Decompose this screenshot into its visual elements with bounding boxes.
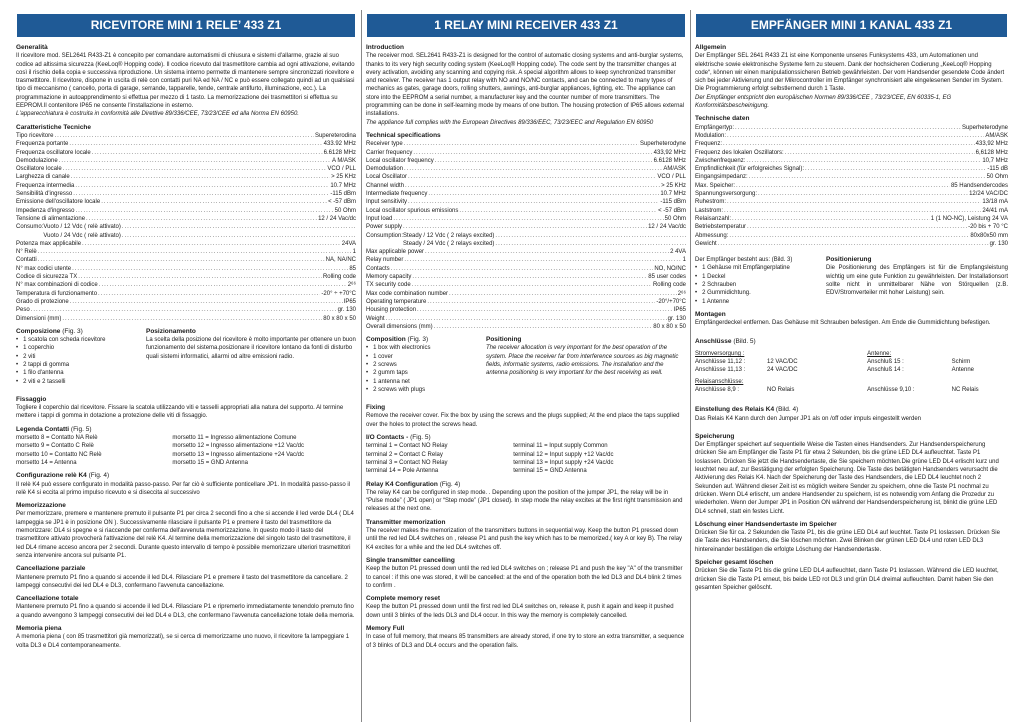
spec-row: Local Oscillator ..... VCO / PLL (366, 173, 686, 181)
specs-list-2 (16, 240, 356, 323)
italian-column: RICEVITORE MINI 1 RELE’ 433 Z1 Generalità Il ricevitore mod. SEL2641 R433-Z1 è concepito per comandare automatismi di chiusura e sistemi d'allarme, grazie al suo codice ad altissima sicurezza (KeeLoq® Hopping code). Il codice ricevuto dal trasmettitore cambia ad ogni attivazione, evitando così il rischio della copia e successiva riproduzione. Un sistema interno permette di mantenere sempre sincronizzati ricevitore e trasmettitore. Il ricevitore, dispone in uscita di relè con contatti puri NA ed NA / NC e può essere collegato quindi ad un qualsiasi tipo di meccanismo ( cancello, porta di garage, serrande, tapparelle, tende, centrale antifurto, illuminazione, ecc.). La programmazione in autoapprendimento si effettua per mezzo di 1 tasto. La memorizzazione dei trasmettitori si effettua su EEPROM.Il contenitore IP65 ne consente l'installazione in esterno. L'apparecchiatura è costruita in conformità alle Direttive 89/336/CEE, 73/23/CEE ed alla Norma EN 60950. Caratteristiche Tecniche Tipo ricevitore ..... Supereterodina Frequenza portante ..... 433.92 MHz Frequenza oscillatore locale ..... 6.6128 MHz Demodulazione ..... A M/ASK Oscillatore locale ..... VCO / PLL Larghezza di canale ..... > 25 KHz Frequenza intermedia ..... 10.7 MHz Sensibilità d'ingresso ..... -115 dBm Emissione dell'oscillatore locale ..... < -57 dBm Impedenza d'ingresso ..... 50 Ohm Tensione di alimentazione ..... 12 / 24 Vac/dc Consumo: Vuoto / 12 Vdc ( relè attivato) ..... Vuoto / 24 Vdc ( relè attivato) ..... Potenza max applicabile ..... 24VA N° Relè ..... 1 Contatti ..... NA, NA/NC N° max codici utente ..... 85 Codice di sicurezza TX ..... Rolling code N° max combinazioni di codice ..... 2⁶⁶ Temperatura di funzionamento ..... -20° ÷ +70°C Grado di protezione ..... IP65 Peso ..... gr. 130 Dimensioni (mm) ..... 80 x 80 x 50 Composizione (Fig. 3) • 1 scatola con scheda ricevitore • 1 coperchio • 2 viti • 2 tappi di gomma • 1 filo d'antenna • 2 viti e 2 tasselli Posizionamento La scelta della posizione del ricevitore è molto importante per ottenere un buon funzionamento del sistema.posizionare il ricevitore lontano da fonti di disturbo quali sistemi informatici, allarmi od altre emissioni radio. Fissaggio Togliere il coperchio dal ricevitore. Fissare la scatola utilizzando viti e tasselli appropriati alla natura del supporto. Al termine mettere i tappi di gomma in dotazione a protezione delle viti di fissaggio. Legenda Contatti (Fig. 5) morsetto 8 = Contatto NA Relè morsetto 11 = Ingresso alimentazione Comune morsetto 9 = Contatto C Relè morsetto 12 = Ingresso alimentazione +12 Vac/dc morsetto 10 = Contatto NC Relè morsetto 13 = Ingresso alimentazione +24 Vac/dc morsetto 14 = Antenna morsetto 15 = GND Antenna Configurazione relè K4 (Fig. 4) Il relè K4 può essere configurato in modalità passo-passo. Per far ciò è sufficiente ponticellare JP1. In modalità passo-passo il relè K4 si eccita al primo impulso ricevuto e si diseccita al successivo Memorizzazione Per memorizzare, premere e mantenere premuto il pulsante P1 per circa 2 secondi fino a che si accende il led verde DL4 ( DL4 lampeggia se JP1 è in posizione ON ). Successivamente rilasciare il pulsante P1 e premere il tasto del trasmettitore da memorizzare: DL4 si spegne e si riaccende per conferma dell'avvenuta memorizzazione. In questo modo il tasto del trasmettitore attivato provocherà l'attivazione del relè K4. Al termine della memorizzazione del singolo tasto del trasmettitore, il led DL4 rimane acceso ancora per 2 secondi. Durante questo intervallo di tempo è possibile memorizzare ulteriori trasmettitori senza intervenire ancora sul pulsante P1. Cancellazione parziale Mantenere premuto P1 fino a quando si accende il led DL4. Rilasciare P1 e premere il tasto del trasmettitore da cancellare. 2 lampeggi consecutivi dei led DL4 e DL3, confermano l'avvenuta cancellazione. Cancellazione totale Mantenere premuto P1 fino a quando si accende il led DL4. Rilasciare P1 e ripremerlo immediatamente tenendolo premuto fino a quando avvengono 3 lampeggi consecutivi dei led DL4 e DL3, che confermano l'avvenuta cancellazione totale della memoria. Memoria piena A memoria piena ( con 85 trasmettitori già memorizzati), se si cerca di memorizzarne uno nuovo, il ricevitore fa lampeggiare 1 volta DL3 e DL4 contemporaneamente. (16, 14, 356, 722)
spec-row: Operating temperature ..... -20°/+70°C (366, 298, 686, 306)
spec-row: Overall dimensions (mm) ..... 80 x 80 x 50 (366, 323, 686, 331)
generalita-heading: Generalità (16, 44, 48, 51)
list-item: terminal 3 = Contact NO Relay (366, 459, 448, 466)
list-item: • 2 viti e 2 tasselli (16, 378, 136, 386)
spec-row: Gewicht ..... gr. 130 (695, 240, 1008, 248)
list-item: • 1 coperchio (16, 344, 136, 352)
allgemein-heading: Allgemein (695, 44, 727, 51)
list-item: • 2 screws (366, 361, 476, 369)
spec-row: Zwischenfrequenz: ..... 10,7 MHz (695, 157, 1008, 165)
montagen-text: Empfängerdeckel entfernen. Das Gehäuse mit Schrauben befestigen. Am Ende die Gummidichtung befestigen. (695, 320, 991, 327)
spec-row: Frequenz des lokalen Oszillators: ..... 6,6128 MHz (695, 149, 1008, 157)
memoria-piena-heading: Memoria piena (16, 625, 62, 632)
german-column: EMPFÄNGER MINI 1 KANAL 433 Z1 Allgemein Der Empfänger SEL 2641 R433 Z1 ist eine Komponente unseres Funksystems 433, um Automationen und elektrische sowie elektronische Systeme fern zu steuern. Dank der hochsicheren Codierung „KeeLoq® Hopping code“, können wir einen manipulationssicheren Betrieb gewährleisten. Der vom Handsender gesendete Code ändert sich bei jeder Aktivierung und der Mikrocontroller im Empfänger synchronisiert alle eingelesenen Sender im System. Die Programmierung erfolgt selbstlernend durch 1 Taste. Der Empfänger entspricht den europäischen Normen 89/336/CEE , 73/23/CEE, EN 60335-1, EG Konformitätsbescheinigung. Technische daten Empfängertyp: ..... Superheterodyne Modulation: ..... AM/ASK Frequenz: ..... 433,92 MHz Frequenz des lokalen Oszillators: ..... 6,6128 MHz Zwischenfrequenz: ..... 10,7 MHz Empfindlichkeit (für erfolgreiches Signal): ..... -115 dB Eingangsimpedanz: ..... 50 Ohm Max. Speicher: ..... 85 Handsendercodes Spannungsversorgung: ..... 12/24 VAC/DC Ruhestrom: ..... 13/18 mA Laststrom: ..... 24/41 mA Relaisanzahl: ..... 1 (1 NO-NC), Leistung 24 VA Betriebstemperatur ..... -20 bis + 70 °C Abmessung: ..... 80x80x50 mm Gewicht ..... gr. 130 Der Empfänger besteht aus: (Bild. 3) • 1 Gehäuse mit Empfängerplatine • 1 Deckel • 2 Schrauben • 2 Gummidichtung. • 1 Antenne Positionierung Die Positionierung des Empfängers ist für die Empfangsleistung wichtig um eine gute Funktion zu gewährleisten. Der Installationsort sollte nicht in unmittelbarer Nähe von Störquellen (z.B. EDV/Stromverteiler mit hoher Leistung) sein. Montagen Empfängerdeckel entfernen. Das Gehäuse mit Schrauben befestigen. Am Ende die Gummidichtung befestigen. Anschlüsse (Bild. 5) Stromversorgung : Antenne: Anschlüsse 11,12 : 12 VAC/DC Anschluß 15 : Schirm Anschlüsse 11,13 : 24 VAC/DC Anschluß 14 : Antenne Relaisanschlüsse: Anschlüsse 8,9 : NO Relais Anschlüsse 9,10 : NC Relais Einstellung des Relais K4 (Bild. 4) Das Relais K4 Kann durch den Jumper JP1 als on /off oder impuls eingestellt werden Speicherung Der Empfänger speichert auf sequentielle Weise die Tasten eines Handsenders. Zur Handsenderspeicherung drücken Sie am Empfänger die Taste P1 für etwa 2 Sekunden, bis die grüne LED DL4 aufleuchtet. Taste P1 loslassen. Drücken Sie jetzt die Handsendertaste, die Sie speichern möchten.Die grüne LED DL4 erlischt kurz und leuchtet neu auf, zur Bestätigung der erfolgten Speicherung. Die Taste des betätigten Handsenders verursacht die Aktivierung des Relais K4. Nach der Speicherung der Taste des Handsenders, die LED DL4 leuchtet noch 2 Sekunden auf. Während dieser Zeit ist es möglich weitere Sender zu speichern, ohne die Taste P1 nochmal zu drücken. Wenn DL4 erlischt, um andere Handsender zu speichern, ist es notwendig vom Anfang die Prozedur zu wiederholen. Wenn der Jumper JP1 in Position ON während der Handsenderspeicherung ist, blinkt die grüne LED DL4 schnell, statt ein festes Licht. Löschung einer Handsendertaste im Speicher Drücken Sie für ca. 2 Sekunden die Taste P1, bis die grüne LED DL4 auf leuchtet. Taste P1 loslassen. Drücken Sie die Taste des Handsenders, die Sie löschen möchten. Zwei Blinken der grünen LED DL4 und roten LED DL3 hintereinander bestätigen die erfolgte Löschung der Handsendertaste. Speicher gesamt löschen Drücken Sie die Taste P1 bis die grüne LED DL4 aufleuchtet, dann Taste P1 loslassen. Während die LED leuchtet, drücken Sie die Taste P1 erneut, bis beide LED rot DL3 und grün DL4 dreimal aufleuchten. Damit haben Sie den gesamten Speicher gelöscht. (695, 14, 1008, 722)
fixing-heading: Fixing (366, 404, 386, 412)
positionierung-text: Die Positionierung des Empfängers ist für die Empfangsleistung wichtig um eine gute Funktion zu gewährleisten. Der Installationsort sollte nicht in unmittelbarer Nähe von Störquellen (z.B. EDV/Stromverteiler mit hoher Leistung) sein. (826, 265, 1008, 297)
cancellazione-parziale-heading: Cancellazione parziale (16, 565, 86, 573)
spec-row: Laststrom: ..... 24/41 mA (695, 207, 1008, 215)
spec-row: Frequenz: ..... 433,92 MHz (695, 140, 1008, 148)
gesamt-loeschen-text: Drücken Sie die Taste P1 bis die grüne LED DL4 aufleuchtet, dann Taste P1 loslassen. Während die LED leuchtet, drücken Sie die Taste P1 erneut, bis beide LED rot DL3 und grün DL4 dreimal aufleuchten. Damit haben Sie den gesamten Speicher gelöscht. (695, 568, 999, 591)
spec-row: Dimensioni (mm) ..... 80 x 80 x 50 (16, 315, 356, 323)
spec-row: Max. Speicher: ..... 85 Handsendercodes (695, 182, 1008, 190)
spec-row: Temperatura di funzionamento ..... -20° ÷ +70°C (16, 290, 356, 298)
list-item: • 1 cover (366, 353, 476, 361)
spec-row: Contacts ..... NO, NO/NC (366, 265, 686, 273)
spec-row: Larghezza di canale ..... > 25 KHz (16, 173, 356, 181)
spec-row: Memory capacity ..... 85 user codes (366, 273, 686, 281)
list-item: • 2 Schrauben (695, 281, 820, 289)
cancellazione-totale-text: Mantenere premuto P1 fino a quando si accende il led DL4. Rilasciare P1 e ripremerlo immediatamente tenendolo premuto fino a quando avvengono 3 lampeggi consecutivi dei led DL4 e DL3, che confermano l'avvenuta cancellazione totale della memoria. (16, 604, 355, 619)
spec-row: Input load ..... 50 Ohm (366, 215, 686, 223)
specs-heading: Caratteristiche Tecniche (16, 123, 92, 131)
configurazione-text: Il relè K4 può essere configurato in modalità passo-passo. Per far ciò è sufficiente ponticellare JP1. In modalità passo-passo il relè K4 si eccita al primo impulso ricevuto e si diseccita al successivo (16, 481, 351, 496)
loeschung-heading: Löschung einer Handsendertaste im Speicher (695, 520, 837, 528)
list-item: terminal 11 = Input supply Common (513, 443, 608, 450)
bestandteile-label: Der Empfänger besteht aus: (Bild. 3) (695, 257, 793, 264)
spec-row: Sensibilità d'ingresso ..... -115 dBm (16, 190, 356, 198)
spec-row: Housing protection ..... IP65 (366, 306, 686, 314)
list-item: 12 VAC/DC (766, 359, 798, 366)
list-item: morsetto 15 = GND Antenna (172, 459, 248, 466)
spec-row: Weight ..... gr. 130 (366, 315, 686, 323)
tx-memorization-heading: Transmitter memorization (366, 518, 446, 526)
allgemein-text: Der Empfänger SEL 2641 R433 Z1 ist eine Komponente unseres Funksystems 433, um Automationen und elektrische sowie elektronische Systeme fern zu steuern. Dank der hochsicheren Codierung „KeeLoq® Hopping code“, können wir einen manipulationssicheren Betrieb gewährleisten. Der vom Handsender gesendete Code ändert sich bei jeder Aktivierung und der Mikrocontroller im Empfänger synchronisiert alle eingelesenen Sender im System. Die Programmierung erfolgt selbstlernend durch 1 Taste. (695, 53, 1005, 93)
list-item: morsetto 9 = Contatto C Relè (16, 443, 94, 450)
spec-row: Impedenza d'ingresso ..... 50 Ohm (16, 207, 356, 215)
spec-row: Input sensitivity ..... -115 dBm (366, 198, 686, 206)
list-item: • 1 scatola con scheda ricevitore (16, 336, 136, 344)
relaisanschluesse-label: Relaisanschlüsse: (695, 378, 744, 385)
spec-row: Receiver type ..... Superheterodyne (366, 140, 686, 148)
fissaggio-heading: Fissaggio (16, 395, 47, 403)
speicherung-heading: Speicherung (695, 432, 735, 440)
posizionamento-text: La scelta della posizione del ricevitore è molto importante per ottenere un buon funzionamento del sistema.posizionare il ricevitore lontano da fonti di disturbo quali sistemi informatici, allarmi od altre emissioni radio. (146, 337, 356, 360)
memory-reset-text: Keep the button P1 pressed down until the first red led DL4 switches on, release it, push it again and keep it pushed down until 3 blinks of the leds DL3 and DL4 occur. In this way the memory is completely cancelled. (366, 604, 674, 619)
list-item: Anschlüsse 11,12 : (695, 359, 746, 366)
spec-row: Power supply ..... 12 / 24 Vac/dc (366, 223, 686, 231)
list-item: • 1 antenna net (366, 378, 476, 386)
list-item: • 2 tappi di gomma (16, 361, 136, 369)
generalita-compliance: L'apparecchiatura è costruita in conformità alle Direttive 89/336/CEE, 73/23/CEE ed alla Norma EN 60950. (16, 111, 299, 118)
list-item: Schirm (951, 359, 971, 366)
spec-row: Contatti ..... NA, NA/NC (16, 256, 356, 264)
fissaggio-text: Togliere il coperchio dal ricevitore. Fissare la scatola utilizzando viti e tasselli appropriati alla natura del supporto. Al termine mettere i tappi di gomma in dotazione a protezione delle viti di fissaggio. (16, 405, 344, 420)
spec-row: Frequenza portante ..... 433.92 MHz (16, 140, 356, 148)
list-item: Anschluß 15 : (867, 359, 904, 366)
spec-row: Codice di sicurezza TX ..... Rolling code (16, 273, 356, 281)
list-item: • 2 Gummidichtung. (695, 289, 820, 297)
english-title: 1 RELAY MINI RECEIVER 433 Z1 (367, 14, 685, 37)
allgemein-compliance: Der Empfänger entspricht den europäischen Normen 89/336/CEE , 73/23/CEE, EN 60335-1, EG Konformitätsbescheinigung. (695, 94, 952, 110)
italian-title: RICEVITORE MINI 1 RELE’ 433 Z1 (17, 14, 355, 37)
specs-list (16, 132, 356, 223)
spec-row: Vuoto / 24 Vdc ( relè attivato) ..... (43, 232, 356, 240)
spec-row: Max applicable power ..... 2 4VA (366, 248, 686, 256)
memory-full-heading: Memory Full (366, 625, 405, 632)
spec-row: Peso ..... gr. 130 (16, 306, 356, 314)
cancellazione-totale-heading: Cancellazione totale (16, 595, 79, 603)
speicherung-text: Der Empfänger speichert auf sequentielle Weise die Tasten eines Handsenders. Zur Handsenderspeicherung drücken Sie am Empfänger die Taste P1 für etwa 2 Sekunden, bis die grüne LED DL4 aufleuchtet. Taste P1 loslassen. Drücken Sie jetzt die Handsendertaste, die Sie speichern möchten.Die grüne LED DL4 erlischt kurz und leuchtet neu auf, zur Bestätigung der erfolgten Speicherung. Die Taste des betätigten Handsenders verursacht die Aktivierung des Relais K4. Nach der Speicherung der Taste des Handsenders, die LED DL4 leuchtet noch 2 Sekunden auf. Während dieser Zeit ist es möglich weitere Sender zu speichern, ohne die Taste P1 nochmal zu drücken. Wenn DL4 erlischt, um andere Handsender zu speichern, ist es notwendig vom Anfang die Prozedur zu wiederholen. Wenn der Jumper JP1 in Position ON während der Handsenderspeicherung ist, blinkt die grüne LED DL4 schnell, statt ein festes Licht. (695, 442, 999, 515)
list-item: • 1 Deckel (695, 273, 820, 281)
spec-row: TX security code ..... Rolling code (366, 281, 686, 289)
technische-daten-heading: Technische daten (695, 115, 750, 123)
introduction-text: The receiver mod. SEL2641 R433-Z1 is designed for the control of automatic closing systems and anti-burglar systems, thanks to its very high security coding system (KeeLoq® Hopping code). The code sent by the transmitter changes at every activation, avoiding any scanning and copying risk. A special algorithm allows to keep synchronized transmitter and receiver. The receiver has 1 output relay with NO and NO/NC contacts, and can be connected to many types of mechanics as gates, garage doors, rolling shutters, awnings, anti-burglar appliances, lighting, etc. The appliance can store into the EEPROM a serial number, a manufacturer key and the counter number of more transmitters. The programming can be done in self-learning mode by means of one button. The housing protection of IP65 allows external installations. (366, 53, 685, 118)
spec-row: Carrier frequency ..... 433,92 MHz (366, 149, 686, 157)
consumption-row: Consumption: Steady / 12 Vdc ( 2 relays excited) ..... Steady / 24 Vdc ( 2 relays excited) ..... (366, 232, 686, 249)
list-item: • 2 screws with plugs (366, 386, 476, 394)
memoria-piena-text: A memoria piena ( con 85 trasmettitori già memorizzati), se si cerca di memorizzarne uno nuovo, il ricevitore fa lampeggiare 1 volta DL3 e DL4 contemporaneamente. (16, 634, 350, 649)
positionierung-heading: Positionierung (826, 256, 872, 264)
list-item: morsetto 10 = Contatto NC Relè (16, 451, 102, 458)
composizione-list (16, 336, 136, 386)
generalita-text: Il ricevitore mod. SEL2641 R433-Z1 è concepito per comandare automatismi di chiusura e sistemi d'allarme, grazie al suo codice ad altissima sicurezza (KeeLoq® Hopping code). Il codice ricevuto dal trasmettitore cambia ad ogni attivazione, evitando così il rischio della copia e successiva riproduzione. Un sistema interno permette di mantenere sempre sincronizzati ricevitore e trasmettitore. Il ricevitore, dispone in uscita di relè con contatti puri NA ed NA / NC e può essere collegato quindi ad un qualsiasi tipo di meccanismo ( cancello, porta di garage, serrande, tapparelle, tende, centrale antifurto, illuminazione, ecc.). La programmazione in autoapprendimento si effettua per mezzo di 1 tasto. La memorizzazione dei trasmettitori si effettua su EEPROM.Il contenitore IP65 ne consente l'installazione in esterno. (16, 53, 355, 110)
spec-row: Modulation: ..... AM/ASK (695, 132, 1008, 140)
spec-row: Betriebstemperatur ..... -20 bis + 70 °C (695, 223, 1008, 231)
spec-row: Tipo ricevitore ..... Supereterodina (16, 132, 356, 140)
memory-full-text: In case of full memory, that means 85 transmitters are already stored, if one try to store an extra transmitter, a sequence of 3 blinks of DL3 and DL4 occurs and the operation fails. (366, 634, 685, 649)
technical-specs-list-2 (366, 248, 686, 331)
memorizzazione-heading: Memorizzazione (16, 502, 66, 510)
spec-row: Steady / 12 Vdc ( 2 relays excited) ..... (403, 232, 686, 240)
memorizzazione-text: Per memorizzare, premere e mantenere premuto il pulsante P1 per circa 2 secondi fino a che si accende il led verde DL4 ( DL4 lampeggia se JP1 è in posizione ON ). Successivamente rilasciare il pulsante P1 e premere il tasto del trasmettitore da memorizzare: DL4 si spegne e si riaccende per conferma dell'avvenuta memorizzazione. In questo modo il tasto del trasmettitore attivato provocherà l'attivazione del relè K4. Al termine della memorizzazione del singolo tasto del trasmettitore, il led DL4 rimane acceso ancora per 2 secondi. Durante questo intervallo di tempo è possibile memorizzare ulteriori trasmettitori senza intervenire ancora sul pulsante P1. (16, 511, 354, 559)
spec-row: Eingangsimpedanz: ..... 50 Ohm (695, 173, 1008, 181)
loeschung-text: Drücken Sie für ca. 2 Sekunden die Taste P1, bis die grüne LED DL4 auf leuchtet. Taste P1 loslassen. Drücken Sie die Taste des Handsenders, die Sie löschen möchten. Zwei Blinken der grünen LED DL4 und roten LED DL3 hintereinander bestätigen die erfolgte Löschung der Handsendertaste. (695, 530, 1000, 553)
spec-row: Local oscillator spurious emissions ..... < -57 dBm (366, 207, 686, 215)
spec-row: N° max combinazioni di codice ..... 2⁶⁶ (16, 281, 356, 289)
single-cancel-heading: Single transmitter cancelling (366, 556, 455, 564)
spec-row: Spannungsversorgung: ..... 12/24 VAC/DC (695, 190, 1008, 198)
spec-row: Intermediate frequency ..... 10.7 MHz (366, 190, 686, 198)
technical-specs-heading: Technical specifications (366, 131, 441, 139)
consumo-row: Consumo: Vuoto / 12 Vdc ( relè attivato) ..... Vuoto / 24 Vdc ( relè attivato) ..... (16, 223, 356, 240)
list-item: • 1 box with electronics (366, 344, 476, 352)
list-item: • 1 filo d'antenna (16, 369, 136, 377)
spec-row: Max code combination number ..... 2⁶⁶ (366, 290, 686, 298)
list-item: • 2 viti (16, 353, 136, 361)
technische-daten-list (695, 124, 1008, 248)
list-item: • 1 Gehäuse mit Empfängerplatine (695, 264, 820, 272)
german-title: EMPFÄNGER MINI 1 KANAL 433 Z1 (696, 14, 1007, 37)
gesamt-loeschen-heading: Speicher gesamt löschen (695, 559, 774, 567)
list-item: terminal 13 = Input supply +24 Vac/dc (513, 459, 614, 466)
list-item: morsetto 11 = Ingresso alimentazione Comune (172, 435, 297, 442)
spec-row: N° max codici utente ..... 85 (16, 265, 356, 273)
io-contacts (366, 442, 686, 475)
positioning-heading: Positioning (486, 336, 522, 344)
spec-row: Tensione di alimentazione ..... 12 / 24 Vac/dc (16, 215, 356, 223)
composition-list (366, 344, 476, 394)
spec-row: Demodulation ..... AM/ASK (366, 165, 686, 173)
list-item: morsetto 14 = Antenna (16, 459, 77, 466)
spec-row: Frequenza oscillatore locale ..... 6.6128 MHz (16, 149, 356, 157)
tx-memorization-text: The receiver makes the memorization of the transmitters buttons in sequential way. Keep the button P1 pressed down until the red led DL4 switches on , release P1 and push the key which has to be memorized.( key A or key B). The relay K4 excites for a while and the led DL4 switches off. (366, 528, 683, 551)
spec-row: Potenza max applicabile ..... 24VA (16, 240, 356, 248)
fixing-text: Remove the receiver cover. Fix the box by using the screws and the plugs supplied; At the end place the taps supplied over the holes to protect the screws head. (366, 413, 680, 428)
spec-row: Demodulazione ..... A M/ASK (16, 157, 356, 165)
spec-row: Emissione dell'oscillatore locale ..... < -57 dBm (16, 198, 356, 206)
list-item: Antenne (951, 367, 974, 374)
spec-row: Ruhestrom: ..... 13/18 mA (695, 198, 1008, 206)
list-item: morsetto 12 = Ingresso alimentazione +12 Vac/dc (172, 443, 305, 450)
spec-row: Oscillatore locale ..... VCO / PLL (16, 165, 356, 173)
spec-row: Relaisanzahl: ..... 1 (1 NO-NC), Leistung 24 VA (695, 215, 1008, 223)
list-item: 24 VAC/DC (766, 367, 798, 374)
spec-row: Empfängertyp: ..... Superheterodyne (695, 124, 1008, 132)
introduction-compliance: The appliance full complies with the European Directives 89/336/EEC, 73/23/EEC and Regulation EN 60950 (366, 119, 654, 126)
introduction-heading: Introduction (366, 44, 404, 51)
list-item: morsetto 8 = Contatto NA Relè (16, 435, 98, 442)
list-item: Anschluß 14 : (867, 367, 904, 374)
posizionamento-heading: Posizionamento (146, 327, 196, 335)
spec-row: Local oscillator frequency ..... 6.6128 MHz (366, 157, 686, 165)
list-item: terminal 12 = Input supply +12 Vac/dc (513, 451, 614, 458)
positioning-text: The receiver allocation is very important for the best operation of the system. Place the receiver far from interference sources as big magnetic fields, informatic systems, radio emissions. The installation and the antenna positioning is very important for the best receiving as well. (486, 345, 679, 377)
spec-row: Grado di protezione ..... IP65 (16, 298, 356, 306)
montagen-heading: Montagen (695, 310, 726, 318)
relais-k4-text: Das Relais K4 Kann durch den Jumper JP1 als on /off oder impuls eingestellt werden (695, 415, 922, 422)
spec-row: Abmessung: ..... 80x80x50 mm (695, 232, 1008, 240)
list-item: morsetto 13 = Ingresso alimentazione +24 Vac/dc (172, 451, 305, 458)
list-item: • 1 Antenne (695, 298, 820, 306)
bestandteile-list (695, 264, 820, 305)
spec-row: Channel width ..... > 25 KHz (366, 182, 686, 190)
spec-row: Empfindlichkeit (für erfolgreiches Signal): ..... -115 dB (695, 165, 1008, 173)
list-item: Anschlüsse 11,13 : (695, 367, 746, 374)
spec-row: Relay number ..... 1 (366, 256, 686, 264)
single-cancel-text: Keep the button P1 pressed down until the red led DL4 switches on ; release P1 and push the key "A" of the transmitter to cancel : if this one was stored, it will be cancelled: at the end of the operation both the led DL3 and DL4 blink 2 times to confirm . (366, 566, 683, 589)
list-item: terminal 15 = GND Antenna (513, 468, 587, 475)
spec-row: Steady / 24 Vdc ( 2 relays excited) ..... (403, 240, 686, 248)
spec-row: Vuoto / 12 Vdc ( relè attivato) ..... (43, 223, 356, 231)
cancellazione-parziale-text: Mantenere premuto P1 fino a quando si accende il led DL4. Rilasciare P1 e premere il tasto del trasmettitore da cancellare. 2 lampeggi consecutivi dei led DL4 e DL3, confermano l'avvenuta cancellazione. (16, 574, 348, 589)
memory-reset-heading: Complete memory reset (366, 595, 441, 603)
list-item: terminal 1 = Contact NO Relay (366, 443, 448, 450)
list-item: terminal 14 = Pole Antenna (366, 468, 439, 475)
spec-row: N° Relè ..... 1 (16, 248, 356, 256)
legenda-contatti (16, 434, 356, 467)
list-item: terminal 2 = Contact C Relay (366, 451, 443, 458)
relay-config-text: The relay K4 can be configured in step mode. . Depending upon the position of the jumper JP1, the relay will be in “Pulse mode” ( JP1 open) or “Step mode” (JP1 closed). In step mode the relay excites at the first right transmission and releases at the next one. (366, 489, 683, 513)
list-item: • 2 gumm taps (366, 369, 476, 377)
english-column: 1 RELAY MINI RECEIVER 433 Z1 Introduction The receiver mod. SEL2641 R433-Z1 is designed for the control of automatic closing systems and anti-burglar systems, thanks to its very high security coding system (KeeLoq® Hopping code). The code sent by the transmitter changes at every activation, avoiding any scanning and copying risk. A special algorithm allows to keep synchronized transmitter and receiver. The receiver has 1 output relay with NO and NO/NC contacts, and can be connected to many types of mechanics as gates, garage doors, rolling shutters, awnings, anti-burglar appliances, lighting, etc. The appliance can store into the EEPROM a serial number, a manufacturer key and the counter number of more transmitters. The programming can be done in self-learning mode by means of one button. The housing protection of IP65 allows external installations. The appliance full complies with the European Directives 89/336/EEC, 73/23/EEC and Regulation EN 60950 Technical specifications Receiver type ..... Superheterodyne Carrier frequency ..... 433,92 MHz Local oscillator frequency ..... 6.6128 MHz Demodulation ..... AM/ASK Local Oscillator ..... VCO / PLL Channel width ..... > 25 KHz Intermediate frequency ..... 10.7 MHz Input sensitivity ..... -115 dBm Local oscillator spurious emissions ..... < -57 dBm Input load ..... 50 Ohm Power supply ..... 12 / 24 Vac/dc Consumption: Steady / 12 Vdc ( 2 relays excited) ..... Steady / 24 Vdc ( 2 relays excited) ..... Max applicable power ..... 2 4VA Relay number ..... 1 Contacts ..... NO, NO/NC Memory capacity ..... 85 user codes TX security code ..... Rolling code Max code combination number ..... 2⁶⁶ Operating temperature ..... -20°/+70°C Housing protection ..... IP65 Weight ..... gr. 130 Overall dimensions (mm) ..... 80 x 80 x 50 Composition (Fig. 3) • 1 box with electronics • 1 cover • 2 screws • 2 gumm taps • 1 antenna net • 2 screws with plugs Positioning The receiver allocation is very important for the best operation of the system. Place the receiver far from interference sources as big magnetic fields, informatic systems, radio emissions. The installation and the antenna positioning is very important for the best receiving as well. Fixing Remove the receiver cover. Fix the box by using the screws and the plugs supplied; At the end place the taps supplied over the holes to protect the screws head. I/O Contacts - (Fig. 5) terminal 1 = Contact NO Relay terminal 11 = Input supply Common terminal 2 = Contact C Relay terminal 12 = Input supply +12 Vac/dc terminal 3 = Contact NO Relay terminal 13 = Input supply +24 Vac/dc terminal 14 = Pole Antenna terminal 15 = GND Antenna Relay K4 Configuration (Fig. 4) The relay K4 can be configured in step mode. . Depending upon the position of the jumper JP1, the relay will be in “Pulse mode” ( JP1 open) or “Step mode” (JP1 closed). In step mode the relay excites at the first right transmission and releases at the next one. Transmitter memorization The receiver makes the memorization of the transmitters buttons in sequential way. Keep the button P1 pressed down until the red led DL4 switches on , release P1 and push the key which has to be memorized.( key A or key B). The relay K4 excites for a while and the led DL4 switches off. Single transmitter cancelling Keep the button P1 pressed down until the red led DL4 switches on ; release P1 and push the key "A" of the transmitter to cancel : if this one was stored, it will be cancelled: at the end of the operation both the led DL3 and DL4 blink 2 times to confirm . Complete memory reset Keep the button P1 pressed down until the first red led DL4 switches on, release it, push it again and keep it pushed down until 3 blinks of the leds DL3 and DL4 occur. In this way the memory is completely cancelled. Memory Full In case of full memory, that means 85 transmitters are already stored, if one try to store an extra transmitter, a sequence of 3 blinks of DL3 and DL4 occurs and the operation fails. (366, 14, 686, 722)
technical-specs-list (366, 140, 686, 231)
anschluesse-table (695, 358, 1008, 375)
spec-row: Frequenza intermedia ..... 10.7 MHz (16, 182, 356, 190)
